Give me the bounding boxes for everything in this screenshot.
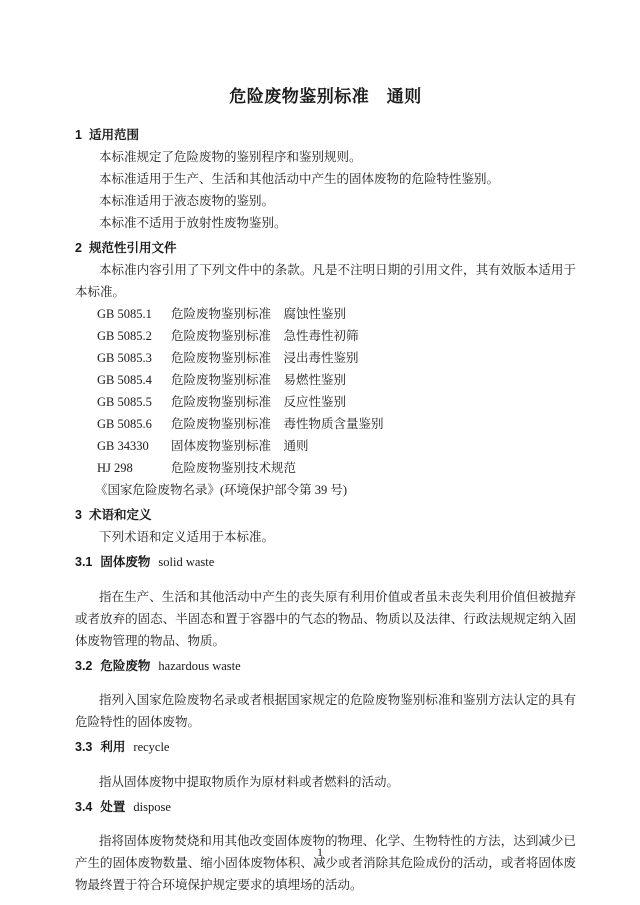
section-references — [75, 237, 576, 501]
heading-number: 3 — [75, 508, 82, 522]
term-zh: 处置 — [100, 799, 126, 814]
heading-text: 适用范围 — [88, 128, 139, 142]
reference-title: 危险废物鉴别标准 毒性物质含量鉴别 — [171, 417, 384, 431]
reference-row — [75, 369, 576, 391]
reference-row — [75, 347, 576, 369]
term-heading — [75, 796, 576, 818]
reference-row — [75, 413, 576, 435]
term-en: solid waste — [158, 555, 215, 569]
reference-row — [75, 303, 576, 325]
reference-title: 危险废物鉴别标准 浸出毒性鉴别 — [171, 351, 359, 365]
section2-heading — [75, 237, 576, 259]
section-scope — [75, 124, 576, 234]
reference-title: 危险废物鉴别标准 反应性鉴别 — [171, 395, 347, 409]
term-en: recycle — [133, 740, 170, 754]
heading-number: 2 — [75, 241, 82, 255]
term-block — [75, 655, 576, 734]
term-number: 3.2 — [75, 658, 93, 673]
section3-heading — [75, 504, 576, 526]
catalog-reference: 《国家危险废物名录》(环境保护部令第 39 号) — [95, 483, 348, 497]
reference-code: GB 5085.6 — [97, 417, 152, 431]
term-en: hazardous waste — [158, 658, 241, 673]
term-zh: 利用 — [100, 740, 126, 754]
term-block — [75, 551, 576, 652]
term-zh: 危险废物 — [100, 658, 151, 673]
reference-title: 危险废物鉴别技术规范 — [171, 461, 297, 475]
reference-code: GB 5085.1 — [97, 307, 152, 321]
term-definition: 指列入国家危险废物名录或者根据国家规定的危险废物鉴别标准和鉴别方法认定的具有危险特性的固体废物。 — [75, 693, 576, 729]
paragraph: 本标准规定了危险废物的鉴别程序和鉴别规则。 — [99, 150, 362, 164]
paragraph: 本标准适用于生产、生活和其他活动中产生的固体废物的危险特性鉴别。 — [99, 172, 500, 186]
references-intro: 本标准内容引用了下列文件中的条款。凡是不注明日期的引用文件，其有效版本适用于本标准。 — [75, 263, 576, 299]
reference-row — [75, 435, 576, 457]
term-zh: 固体废物 — [100, 555, 151, 569]
term-en: dispose — [133, 799, 171, 814]
term-heading — [75, 736, 576, 758]
term-definition: 指将固体废物焚烧和用其他改变固体废物的物理、化学、生物特性的方法，达到减少已产生的固体废物数量、缩小固体废物体积、减少或者消除其危险成份的活动，或者将固体废物最终置于符合环境保护规定要求的填埋场的活动。 — [75, 834, 576, 892]
terms-intro: 下列术语和定义适用于本标准。 — [99, 530, 275, 544]
reference-code: GB 5085.2 — [97, 329, 152, 343]
term-number: 3.3 — [75, 740, 93, 754]
reference-code: GB 5085.4 — [97, 373, 152, 387]
term-definition: 指在生产、生活和其他活动中产生的丧失原有利用价值或者虽未丧失利用价值但被抛弃或者放弃的固态、半固态和置于容器中的气态的物品、物质以及法律、行政法规规定纳入固体废物管理的物品、物质。 — [75, 589, 576, 648]
term-definition: 指从固体废物中提取物质作为原材料或者燃料的活动。 — [99, 774, 400, 789]
reference-title: 危险废物鉴别标准 急性毒性初筛 — [171, 329, 359, 343]
reference-row — [75, 391, 576, 413]
term-heading — [75, 551, 576, 573]
paragraph: 本标准不适用于放射性废物鉴别。 — [99, 216, 287, 230]
term-block — [75, 736, 576, 793]
heading-number: 1 — [75, 128, 82, 142]
section1-heading — [75, 124, 576, 146]
page-number: 1 — [317, 845, 323, 859]
paragraph: 本标准适用于液态废物的鉴别。 — [99, 194, 275, 208]
section-terms — [75, 504, 576, 896]
reference-list — [75, 303, 576, 479]
reference-title: 固体废物鉴别标准 通则 — [171, 439, 309, 453]
reference-row — [75, 325, 576, 347]
reference-title: 危险废物鉴别标准 易燃性鉴别 — [171, 373, 347, 387]
document-title: 危险废物鉴别标准 通则 — [229, 87, 422, 106]
reference-code: GB 5085.5 — [97, 395, 152, 409]
term-heading — [75, 655, 576, 677]
reference-row — [75, 457, 576, 479]
reference-code: HJ 298 — [97, 461, 133, 475]
heading-text: 规范性引用文件 — [88, 241, 177, 255]
reference-title: 危险废物鉴别标准 腐蚀性鉴别 — [171, 307, 347, 321]
term-number: 3.1 — [75, 555, 93, 569]
heading-text: 术语和定义 — [88, 508, 152, 522]
reference-code: GB 34330 — [97, 439, 149, 453]
reference-code: GB 5085.3 — [97, 351, 152, 365]
term-number: 3.4 — [75, 799, 93, 814]
